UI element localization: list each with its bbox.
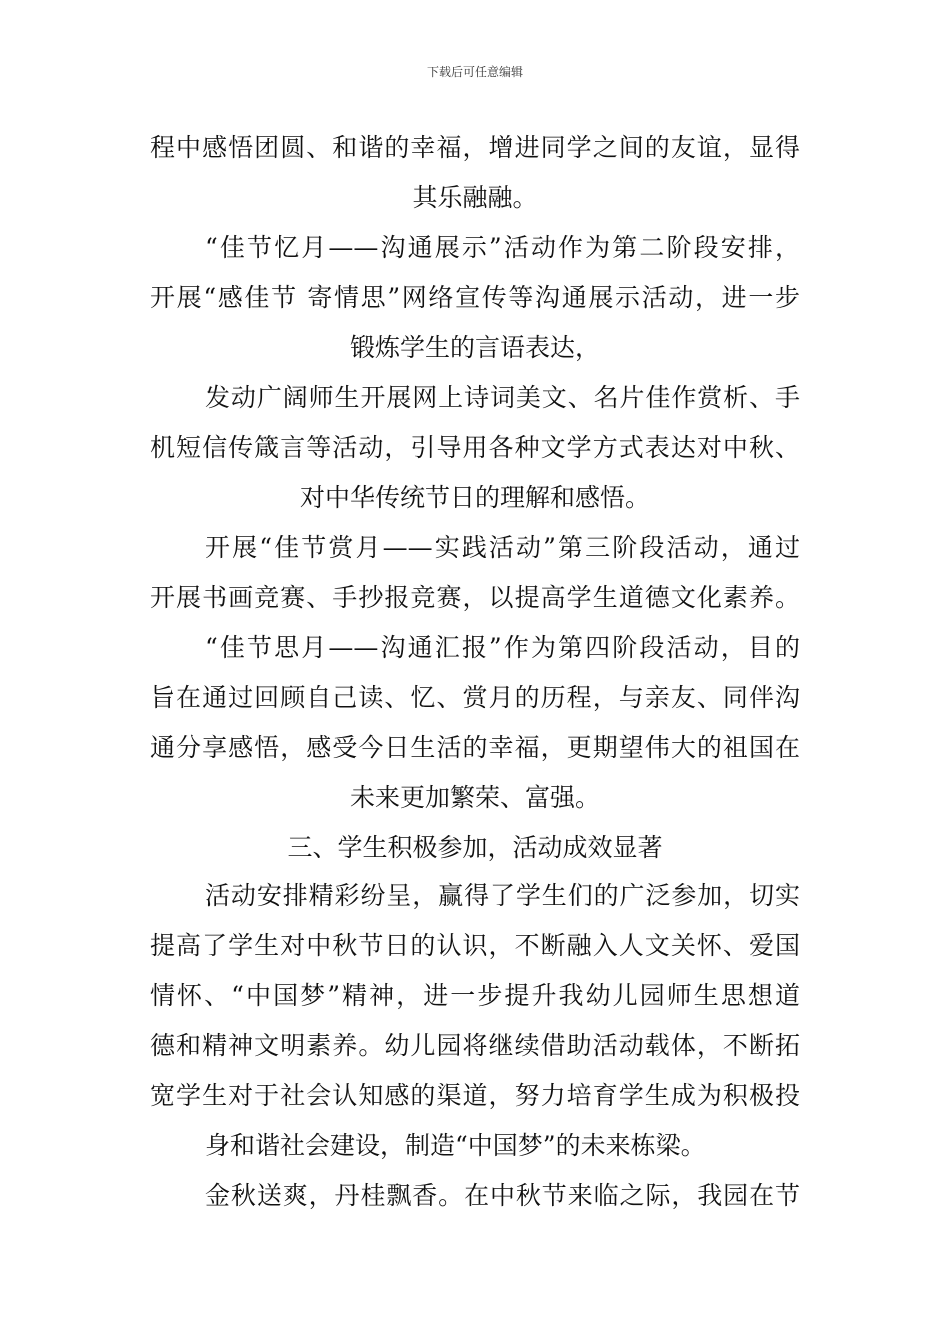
text-line: 德和精神文明素养。幼儿园将继续借助活动载体，不断拓 <box>150 1031 800 1060</box>
text-line: 程中感悟团圆、和谐的幸福，增进同学之间的友谊，显得 <box>150 133 800 162</box>
text-line: 发动广阔师生开展网上诗词美文、名片佳作赏析、手 <box>205 383 800 412</box>
text-line: 其乐融融。 <box>412 183 538 212</box>
text-line: 活动安排精彩纷呈，赢得了学生们的广泛参加，切实 <box>205 881 800 910</box>
text-line: 开展“佳节赏月——实践活动”第三阶段活动，通过 <box>205 533 800 562</box>
text-line: 宽学生对于社会认知感的渠道，努力培育学生成为积极投 <box>150 1081 800 1110</box>
text-line: 对中华传统节日的理解和感悟。 <box>299 483 650 512</box>
text-line: 锻炼学生的言语表达， <box>349 333 600 362</box>
text-line: 金秋送爽，丹桂飘香。在中秋节来临之际，我园在节 <box>205 1181 800 1210</box>
text-line: 未来更加繁荣、富强。 <box>349 783 600 812</box>
text-line: “佳节忆月——沟通展示”活动作为第二阶段安排， <box>205 233 800 262</box>
text-line: 情怀、“中国梦”精神，进一步提升我幼儿园师生思想道 <box>150 981 800 1010</box>
text-line: 身和谐社会建设，制造“中国梦”的未来栋梁。 <box>205 1131 706 1160</box>
text-line: 机短信传箴言等活动，引导用各种文学方式表达对中秋、 <box>150 433 800 462</box>
text-line: 提高了学生对中秋节日的认识，不断融入人文关怀、爱国 <box>150 931 800 960</box>
page-header: 下载后可任意编辑 <box>426 65 523 79</box>
text-line: 开展书画竞赛、手抄报竞赛，以提高学生道德文化素养。 <box>150 583 800 612</box>
text-line: 通分享感悟，感受今日生活的幸福，更期望伟大的祖国在 <box>150 733 800 762</box>
text-line: 旨在通过回顾自己读、忆、赏月的历程，与亲友、同伴沟 <box>150 683 800 712</box>
text-line: 开展“感佳节 寄情思”网络宣传等沟通展示活动，进一步 <box>150 283 800 312</box>
section-heading: 三、学生积极参加，活动成效显著 <box>287 833 663 862</box>
text-line: “佳节思月——沟通汇报”作为第四阶段活动，目的 <box>205 633 800 662</box>
